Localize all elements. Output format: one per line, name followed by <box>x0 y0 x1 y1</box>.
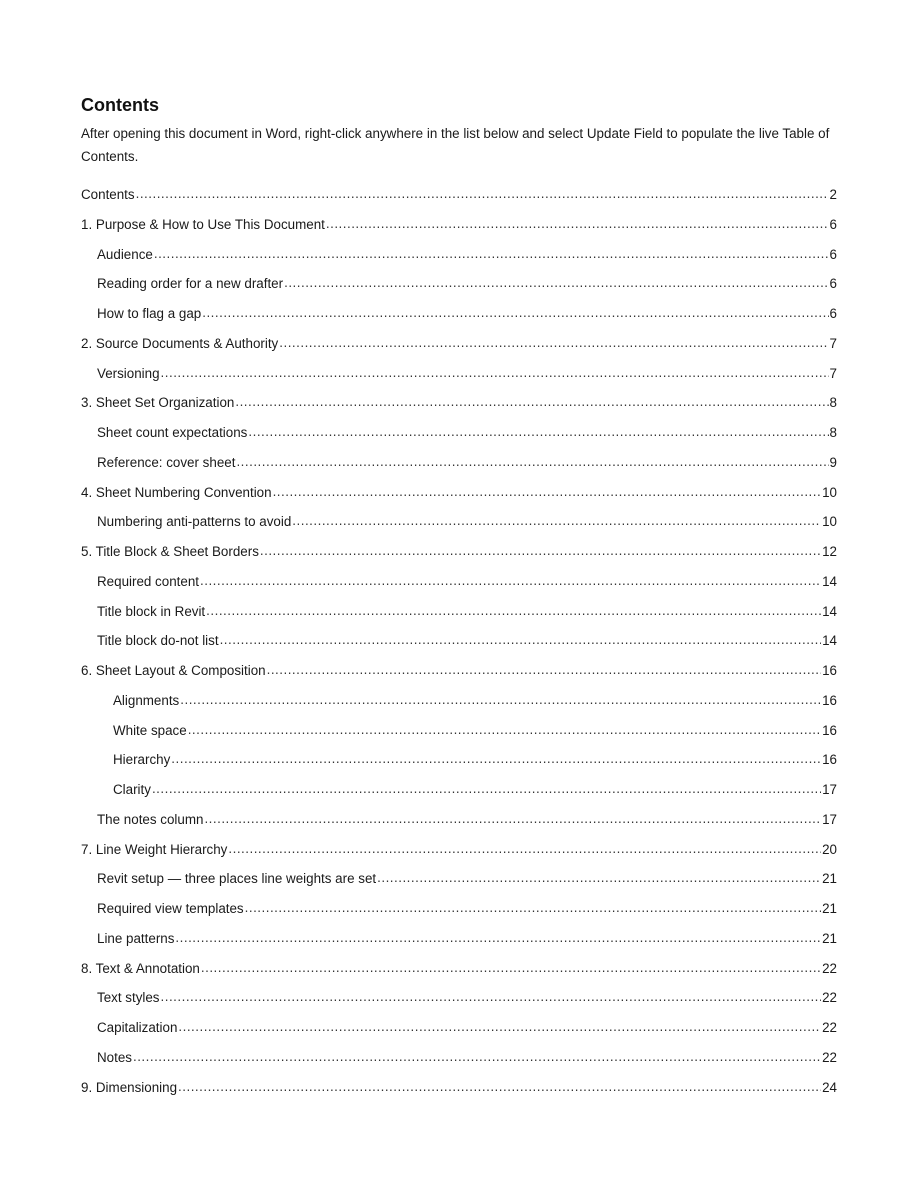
toc-dot-leader <box>220 625 822 655</box>
toc-dot-leader <box>260 536 821 566</box>
toc-entry[interactable] <box>81 210 837 240</box>
toc-dot-leader <box>200 566 821 596</box>
toc-entry-title: Clarity <box>113 782 151 797</box>
toc-entry-title: Reading order for a new drafter <box>97 276 284 292</box>
toc-dot-leader <box>161 358 829 388</box>
toc-dot-leader <box>279 328 828 358</box>
toc-dot-leader <box>235 387 828 417</box>
toc-entry[interactable] <box>81 686 837 716</box>
toc-entry-title: The notes column <box>97 811 204 827</box>
toc-entry[interactable] <box>81 716 837 746</box>
toc-entry-page: 14 <box>822 603 837 619</box>
toc-entry-page: 17 <box>822 811 837 827</box>
toc-entry-page: 7 <box>829 335 837 351</box>
toc-entry-page: 22 <box>822 990 837 1006</box>
intro-paragraph: After opening this document in Word, right-click anywhere in the list below and select Update Field to populate the live Table of Contents. <box>81 126 830 164</box>
toc-dot-leader <box>228 834 821 864</box>
toc-entry[interactable] <box>81 954 837 984</box>
toc-dot-leader <box>292 506 821 536</box>
toc-entry-page: 21 <box>822 871 837 887</box>
toc-entry-title: 7. Line Weight Hierarchy <box>81 841 228 857</box>
toc-entry-page: 8 <box>829 395 837 411</box>
toc-entry-title: 1. Purpose & How to Use This Document <box>81 216 325 232</box>
toc-entry-page: 10 <box>822 484 837 500</box>
toc-entry[interactable] <box>81 983 837 1013</box>
toc-entry-title: Capitalization <box>97 1020 178 1035</box>
contents-heading: Contents <box>81 95 159 115</box>
toc-entry-page: 9 <box>829 454 837 470</box>
toc-entry-title: 9. Dimensioning <box>81 1079 178 1095</box>
toc-entry[interactable] <box>81 507 837 537</box>
toc-entry-page: 16 <box>822 722 837 738</box>
toc-entry-title: Required view templates <box>97 901 244 916</box>
toc-entry-title: Reference: cover sheet <box>97 454 236 470</box>
toc-entry[interactable] <box>81 269 837 299</box>
toc-entry-page: 22 <box>822 1020 837 1035</box>
toc-entry-title: Title block do-not list <box>97 633 219 649</box>
toc-entry[interactable] <box>81 388 837 418</box>
toc-entry[interactable] <box>81 240 837 270</box>
toc-entry-title: 4. Sheet Numbering Convention <box>81 484 272 500</box>
toc-entry-page: 24 <box>822 1079 837 1095</box>
toc-entry[interactable] <box>81 835 837 865</box>
toc-entry-title: 5. Title Block & Sheet Borders <box>81 544 259 559</box>
toc-entry-page: 7 <box>829 365 837 381</box>
toc-entry-page: 12 <box>822 544 837 559</box>
toc-entry[interactable] <box>81 1073 837 1103</box>
toc-entry[interactable] <box>81 329 837 359</box>
toc-entry-page: 22 <box>822 1049 837 1065</box>
toc-entry-title: How to flag a gap <box>97 306 202 321</box>
toc-entry[interactable] <box>81 626 837 656</box>
toc-entry-title: Line patterns <box>97 930 175 946</box>
toc-entry-page: 8 <box>829 425 837 440</box>
toc-dot-leader <box>171 744 821 774</box>
toc-entry-page: 14 <box>822 633 837 649</box>
toc-entry-title: Required content <box>97 573 199 589</box>
toc-entry-title: 3. Sheet Set Organization <box>81 395 235 411</box>
toc-entry-title: Notes <box>97 1049 132 1065</box>
toc-dot-leader <box>175 923 821 953</box>
toc-entry-title: Revit setup — three places line weights are set <box>97 871 377 887</box>
toc-entry[interactable] <box>81 359 837 389</box>
toc-entry-page: 17 <box>822 782 837 797</box>
toc-entry-page: 22 <box>822 960 837 976</box>
toc-entry-title: 2. Source Documents & Authority <box>81 335 279 351</box>
toc-entry-title: Alignments <box>113 692 180 708</box>
document-page <box>81 92 837 1095</box>
toc-entry-title: Hierarchy <box>113 752 171 768</box>
toc-dot-leader <box>245 893 821 923</box>
toc-entry-page: 10 <box>822 514 837 530</box>
toc-entry[interactable] <box>81 567 837 597</box>
toc-dot-leader <box>133 1042 821 1072</box>
toc-dot-leader <box>377 863 821 893</box>
toc-dot-leader <box>273 477 822 507</box>
toc-entry[interactable] <box>81 775 837 805</box>
toc-entry[interactable] <box>81 805 837 835</box>
toc-entry-page: 6 <box>829 216 837 232</box>
toc-entry-page: 6 <box>829 306 837 321</box>
toc-entry-page: 20 <box>822 841 837 857</box>
toc-entry-title: Text styles <box>97 990 160 1006</box>
toc-entry[interactable] <box>81 745 837 775</box>
toc-dot-leader <box>284 268 828 298</box>
toc-entry[interactable] <box>81 894 837 924</box>
toc-entry-page: 6 <box>829 246 837 262</box>
toc-entry-title: Versioning <box>97 365 160 381</box>
toc-entry[interactable] <box>81 418 837 448</box>
toc-entry-page: 16 <box>822 663 837 678</box>
table-of-contents[interactable] <box>81 180 837 1102</box>
toc-dot-leader <box>152 774 821 804</box>
toc-dot-leader <box>154 239 829 269</box>
toc-entry[interactable] <box>81 656 837 686</box>
toc-dot-leader <box>206 596 821 626</box>
toc-entry[interactable] <box>81 478 837 508</box>
toc-entry[interactable] <box>81 597 837 627</box>
toc-entry[interactable] <box>81 537 837 567</box>
toc-dot-leader <box>204 804 821 834</box>
toc-entry-title: Contents <box>81 187 135 202</box>
toc-dot-leader <box>178 1072 821 1102</box>
toc-dot-leader <box>180 685 821 715</box>
toc-entry-title: Title block in Revit <box>97 603 206 619</box>
toc-dot-leader <box>326 209 829 239</box>
toc-entry-title: Sheet count expectations <box>97 425 248 440</box>
toc-entry-title: 8. Text & Annotation <box>81 960 200 976</box>
toc-dot-leader <box>178 1012 821 1042</box>
toc-dot-leader <box>248 417 828 447</box>
toc-entry-page: 16 <box>822 692 837 708</box>
toc-dot-leader <box>201 953 821 983</box>
toc-entry-title: Numbering anti-patterns to avoid <box>97 514 292 530</box>
toc-dot-leader <box>136 179 829 209</box>
toc-entry[interactable] <box>81 924 837 954</box>
toc-dot-leader <box>236 447 828 477</box>
toc-dot-leader <box>161 982 822 1012</box>
toc-entry[interactable] <box>81 1013 837 1043</box>
toc-dot-leader <box>202 298 828 328</box>
toc-entry[interactable] <box>81 1043 837 1073</box>
toc-entry-page: 6 <box>829 276 837 292</box>
toc-dot-leader <box>267 655 821 685</box>
toc-entry[interactable] <box>81 864 837 894</box>
toc-entry[interactable] <box>81 448 837 478</box>
toc-entry[interactable] <box>81 180 837 210</box>
toc-entry-page: 21 <box>822 901 837 916</box>
toc-dot-leader <box>188 715 821 745</box>
toc-entry-page: 14 <box>822 573 837 589</box>
toc-entry-title: Audience <box>97 246 153 262</box>
toc-entry-page: 16 <box>822 752 837 768</box>
toc-entry-page: 21 <box>822 930 837 946</box>
toc-entry[interactable] <box>81 299 837 329</box>
toc-entry-title: 6. Sheet Layout & Composition <box>81 663 266 678</box>
toc-entry-page: 2 <box>829 187 837 202</box>
toc-entry-title: White space <box>113 722 187 738</box>
